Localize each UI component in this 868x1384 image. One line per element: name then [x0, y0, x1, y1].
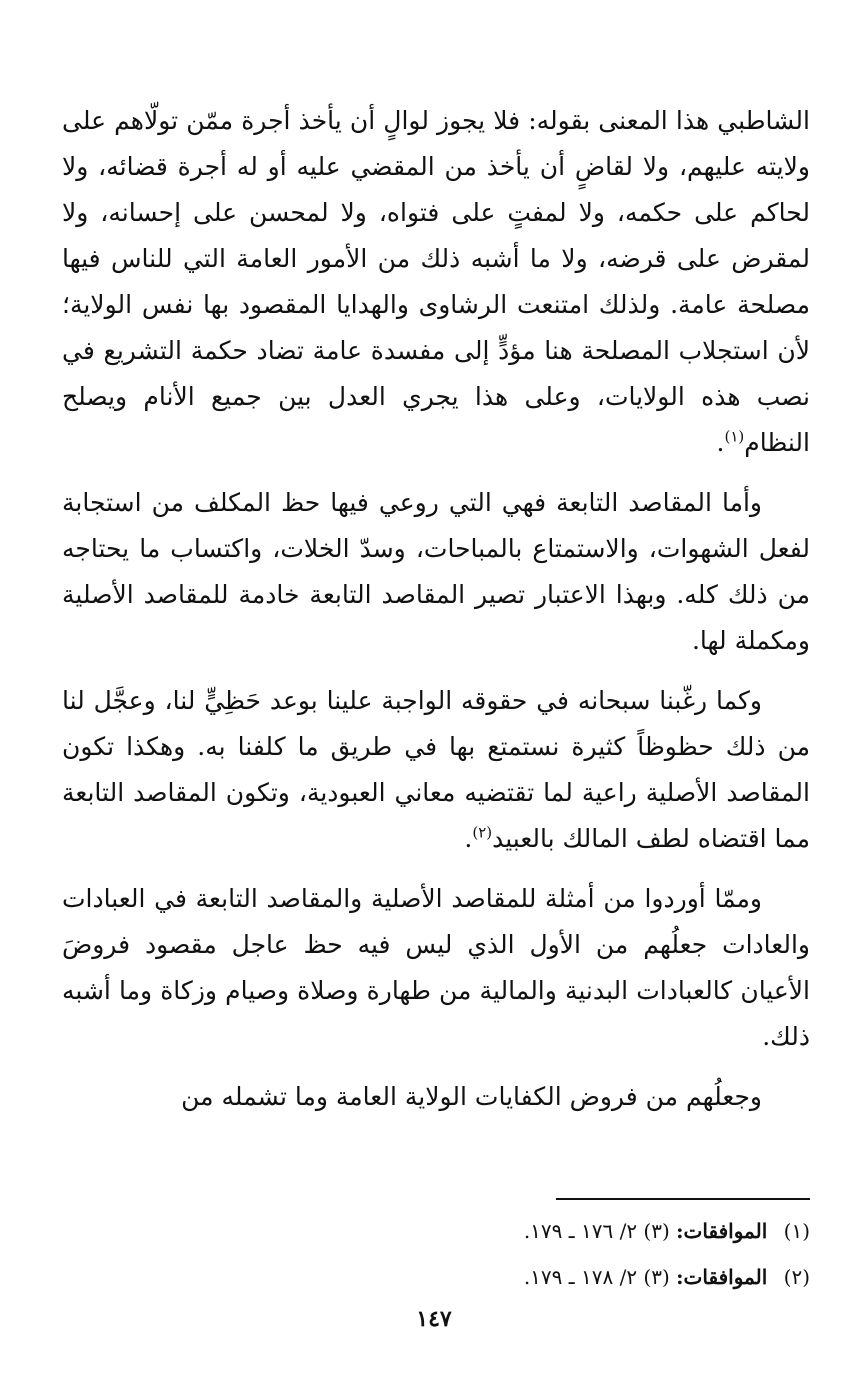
- paragraph-3: [62, 678, 810, 862]
- paragraph-2: وأما المقاصد التابعة فهي التي روعي فيها حظ المكلف من استجابة لفعل الشهوات، والاستمتاع بالمباحات، وسدّ الخلات، واكتساب ما يحتاجه من ذلك كله. وبهذا الاعتبار تصير المقاصد التابعة خادمة للمقاصد الأصلية ومكملة لها.: [62, 488, 810, 655]
- footnotes: [62, 1208, 810, 1300]
- footnote-1-source: الموافقات:: [676, 1219, 768, 1243]
- paragraph-1-text: الشاطبي هذا المعنى بقوله: فلا يجوز لوالٍ أن يأخذ أجرة ممّن تولّاهم على ولايته عليهم، ولا لقاضٍ أن يأخذ من المقضي عليه أو له أجرة قضائه، ولا لحاكم على حكمه، ولا لمفتٍ على فتواه، ولا لمحسن على إحسانه، ولا لمقرض على قرضه، ولا ما أشبه ذلك من الأمور العامة التي للناس فيها مصلحة عامة. ولذلك امتنعت الرشاوى والهدايا المقصود بها نفس الولاية؛ لأن استجلاب المصلحة هنا مؤدٍّ إلى مفسدة عامة تضاد حكمة التشريع في نصب هذه الولايات، وعلى هذا يجري العدل بين جميع الأنام ويصلح النظام: [62, 106, 810, 457]
- paragraph-4: وممّا أوردوا من أمثلة للمقاصد الأصلية والمقاصد التابعة في العبادات والعادات جعلُهم من الأول الذي ليس فيه حظ عاجل مقصود فروضَ الأعيان كالعبادات البدنية والمالية من طهارة وصلاة وصيام وزكاة وما أشبه ذلك.: [62, 884, 810, 1051]
- page-number: ١٤٧: [416, 1306, 452, 1332]
- paragraph-1: [62, 98, 810, 466]
- footnote-marker-1: (١): [724, 427, 745, 446]
- main-text: [62, 98, 810, 1134]
- footnote-divider: [556, 1198, 810, 1200]
- footnote-1-number: (١): [783, 1219, 810, 1243]
- paragraph-3-text: وكما رغّبنا سبحانه في حقوقه الواجبة علينا بوعد حَظِيٍّ لنا، وعجَّل لنا من ذلك حظوظاً كثيرة نستمتع بها في طريق ما كلفنا به. وهكذا تكون المقاصد الأصلية راعية لما تقتضيه معاني العبودية، وتكون المقاصد التابعة مما اقتضاه لطف المالك بالعبيد: [62, 686, 810, 853]
- footnote-2-number: (٢): [783, 1265, 810, 1289]
- footnote-2-source: الموافقات:: [676, 1265, 768, 1289]
- footnote-1: [62, 1208, 810, 1254]
- footnote-2: [62, 1254, 810, 1300]
- paragraph-1-end: .: [716, 428, 725, 457]
- paragraph-3-end: .: [464, 824, 473, 853]
- footnote-1-reference: (٣) ٢/ ١٧٦ ـ ١٧٩.: [523, 1219, 670, 1243]
- footnote-marker-2: (٢): [472, 823, 493, 842]
- footnote-2-reference: (٣) ٢/ ١٧٨ ـ ١٧٩.: [523, 1265, 670, 1289]
- paragraph-5: وجعلُهم من فروض الكفايات الولاية العامة وما تشمله من: [181, 1082, 762, 1111]
